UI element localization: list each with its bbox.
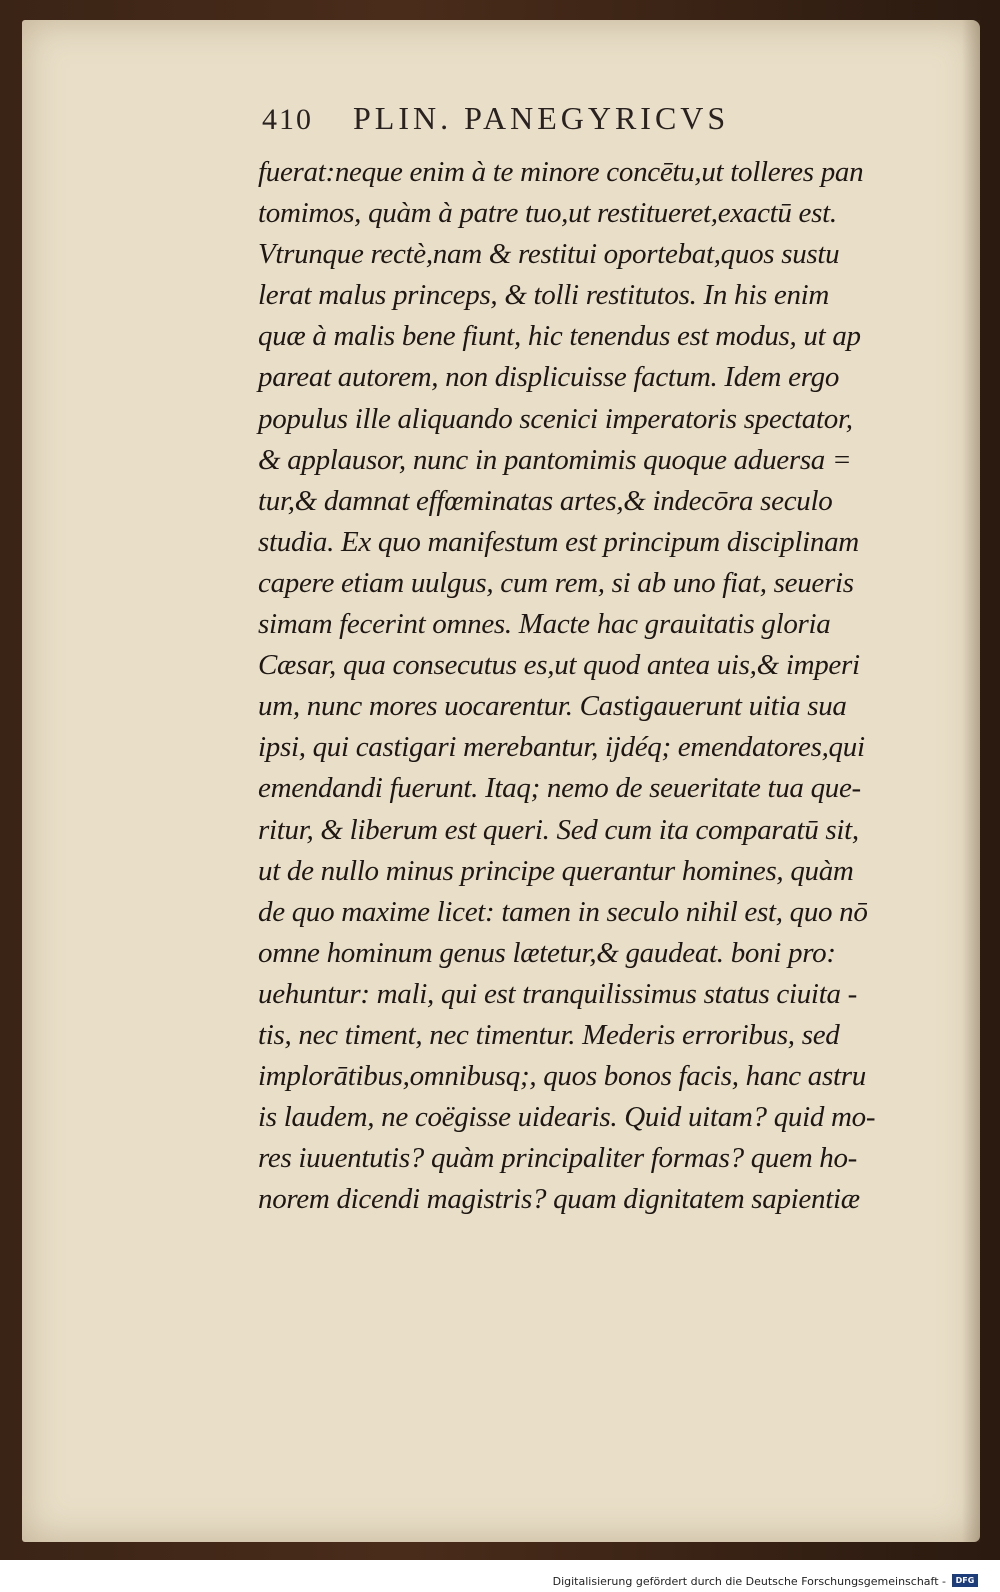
text-line: res iuuentutis? quàm principaliter formas? quem ho- — [258, 1142, 858, 1175]
text-line: norem dicendi magistris? quam dignitatem sapientiæ — [258, 1183, 860, 1216]
text-line: ipsi, qui castigari merebantur, ijdéq; emendatores,qui — [258, 731, 865, 764]
text-line: populus ille aliquando scenici imperatoris spectator, — [258, 402, 853, 435]
text-line: um, nunc mores uocarentur. Castigauerunt uitia sua — [258, 690, 847, 723]
text-line: emendandi fuerunt. Itaq; nemo de seueritate tua que- — [258, 772, 861, 805]
text-line: de quo maxime licet: tamen in seculo nihil est, quo nō — [258, 895, 868, 928]
page-edge-shadow — [962, 20, 980, 1542]
text-line: omne hominum genus lætetur,& gaudeat. boni pro: — [258, 936, 836, 969]
text-line: studia. Ex quo manifestum est principum disciplinam — [258, 525, 859, 558]
page-number: 410 — [262, 103, 313, 136]
running-title: PLIN. PANEGYRICVS — [353, 100, 730, 136]
text-line: & applausor, nunc in pantomimis quoque aduersa = — [258, 443, 852, 476]
text-line: implorātibus,omnibusq;, quos bonos facis, hanc astru — [258, 1060, 866, 1093]
text-line: simam fecerint omnes. Macte hac grauitatis gloria — [258, 608, 831, 641]
text-line: ritur, & liberum est queri. Sed cum ita comparatū sit, — [258, 813, 859, 846]
text-line: Cæsar, qua consecutus es,ut quod antea uis,& imperi — [258, 649, 860, 682]
text-line: quæ à malis bene fiunt, hic tenendus est modus, ut ap — [258, 320, 861, 353]
text-line: pareat autorem, non displicuisse factum. Idem ergo — [258, 361, 840, 394]
text-line: tis, nec timent, nec timentur. Mederis erroribus, sed — [258, 1018, 840, 1051]
text-line: capere etiam uulgus, cum rem, si ab uno fiat, seueris — [258, 566, 854, 599]
text-line: uehuntur: mali, qui est tranquilissimus status ciuita - — [258, 977, 857, 1010]
running-head — [262, 100, 729, 137]
text-line: lerat malus princeps, & tolli restitutos. In his enim — [258, 279, 830, 312]
text-line: tomimos, quàm à patre tuo,ut restitueret,exactū est. — [258, 197, 837, 230]
text-line: ut de nullo minus principe querantur homines, quàm — [258, 854, 854, 887]
text-line: fuerat:neque enim à te minore concētu,ut tolleres pan — [258, 156, 864, 188]
body-text — [258, 152, 908, 1220]
text-line: is laudem, ne coëgisse uidearis. Quid uitam? quid mo- — [258, 1101, 876, 1134]
text-line: Vtrunque rectè,nam & restitui oportebat,quos sustu — [258, 238, 840, 271]
text-line: tur,& damnat effœminatas artes,& indecōra seculo — [258, 484, 833, 517]
dfg-logo: DFG — [952, 1574, 978, 1587]
funding-credit: Digitalisierung gefördert durch die Deutsche Forschungsgemeinschaft - — [552, 1575, 946, 1588]
